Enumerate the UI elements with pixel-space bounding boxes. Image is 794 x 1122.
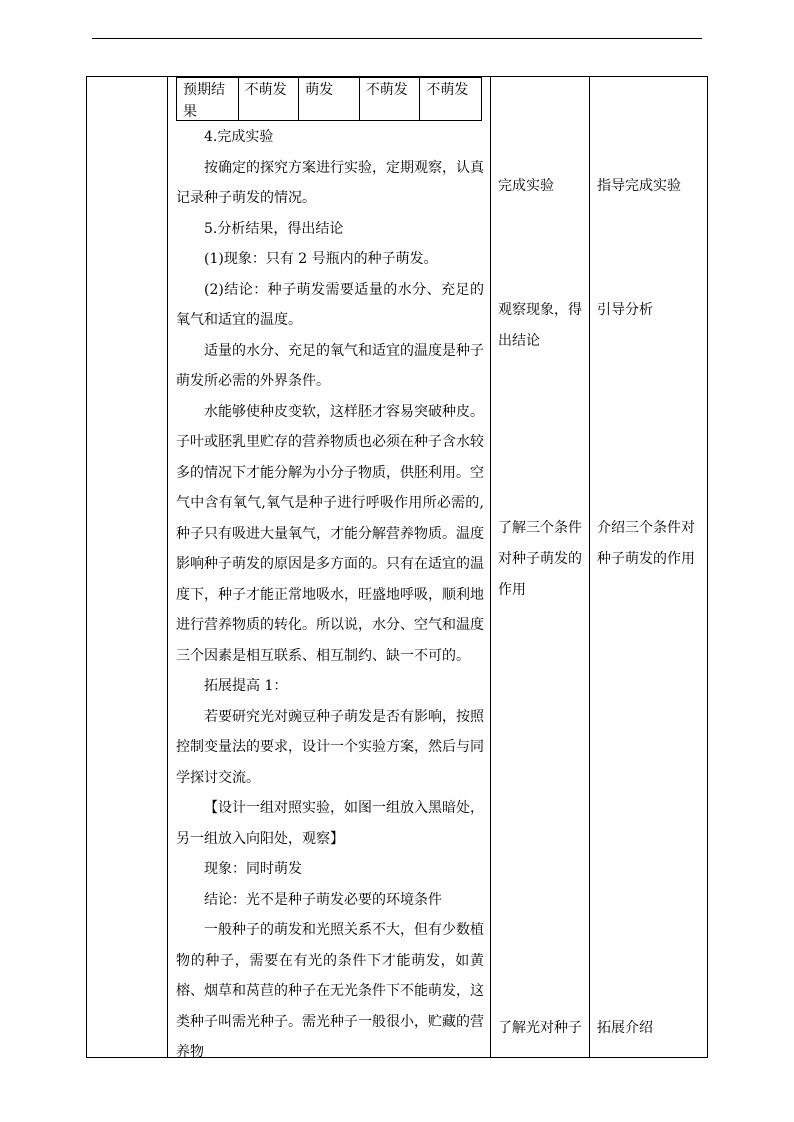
page-header-rule [92,38,702,39]
table-border-col3 [589,76,590,1057]
table-border-left [86,76,87,1057]
student-activity: 了解三个条件对种子萌发的作用 [498,520,582,598]
table-border-col2 [490,76,491,1057]
paragraph: 拓展提高 1： [204,678,288,694]
step-heading: 4.完成实验 [204,129,274,145]
paragraph: 水能够使种皮变软，这样胚才容易突破种皮。子叶或胚乳里贮存的营养物质也必须在种子含水较多的情况下才能分解为小分子物质，供胚利用。空气中含有氧气,氧气是种子进行呼吸作用所必需的,种子只有吸进大量氧气，才能分解营养物质。温度影响种子萌发的原因是多方面的。只有在适宜的温度下，种子才能正常地吸水，旺盛地呼吸，顺利地进行营养物质的转化。所以说，水分、空气和温度三个因素是相互联系、相互制约、缺一不可的。 [176,403,484,664]
student-activity: 了解光对种子 [498,1020,582,1036]
teacher-activity: 介绍三个条件对种子萌发的作用 [597,520,695,567]
paragraph: 一般种子的萌发和光照关系不大，但有少数植物的种子，需要在有光的条件下才能萌发，如黄榕、烟草和莴苣的种子在无光条件下不能萌发，这类种子叫需光种子。需光种子一般很小，贮藏的营养物 [176,922,484,1060]
paragraph: 若要研究光对豌豆种子萌发是否有影响，按照控制变量法的要求，设计一个实验方案，然后与同学探讨交流。 [176,708,484,786]
expected-result-header: 预期结果 [183,82,225,120]
teacher-activity: 拓展介绍 [597,1020,653,1036]
expected-result-cell: 不萌发 [238,78,299,120]
teacher-activity: 引导分析 [597,302,653,318]
paragraph: 按确定的探究方案进行实验，定期观察，认真记录种子萌发的情况。 [176,159,484,206]
paragraph: 结论：光不是种子萌发必要的环境条件 [204,891,442,908]
expected-result-cell: 不萌发 [419,78,481,120]
teacher-activity: 指导完成实验 [597,178,681,194]
student-activity: 观察现象，得出结论 [498,302,582,349]
student-activity: 完成实验 [498,178,554,194]
lesson-content [176,122,484,1068]
paragraph: 【设计一组对照实验，如图一组放入黑暗处，另一组放入向阳处，观察】 [176,800,484,847]
paragraph: 现象：同时萌发 [204,861,302,877]
paragraph: (1)现象：只有 2 号瓶内的种子萌发。 [204,251,438,267]
table-border-col1 [167,76,168,1057]
expected-result-cell: 不萌发 [359,78,420,120]
paragraph: (2)结论：种子萌发需要适量的水分、充足的氧气和适宜的温度。 [176,281,484,328]
step-heading: 5.分析结果，得出结论 [204,220,344,237]
expected-result-cell: 萌发 [298,78,359,120]
expected-result-table [176,77,482,121]
table-border-right [707,76,708,1057]
paragraph: 适量的水分、充足的氧气和适宜的温度是种子萌发所必需的外界条件。 [176,342,484,389]
